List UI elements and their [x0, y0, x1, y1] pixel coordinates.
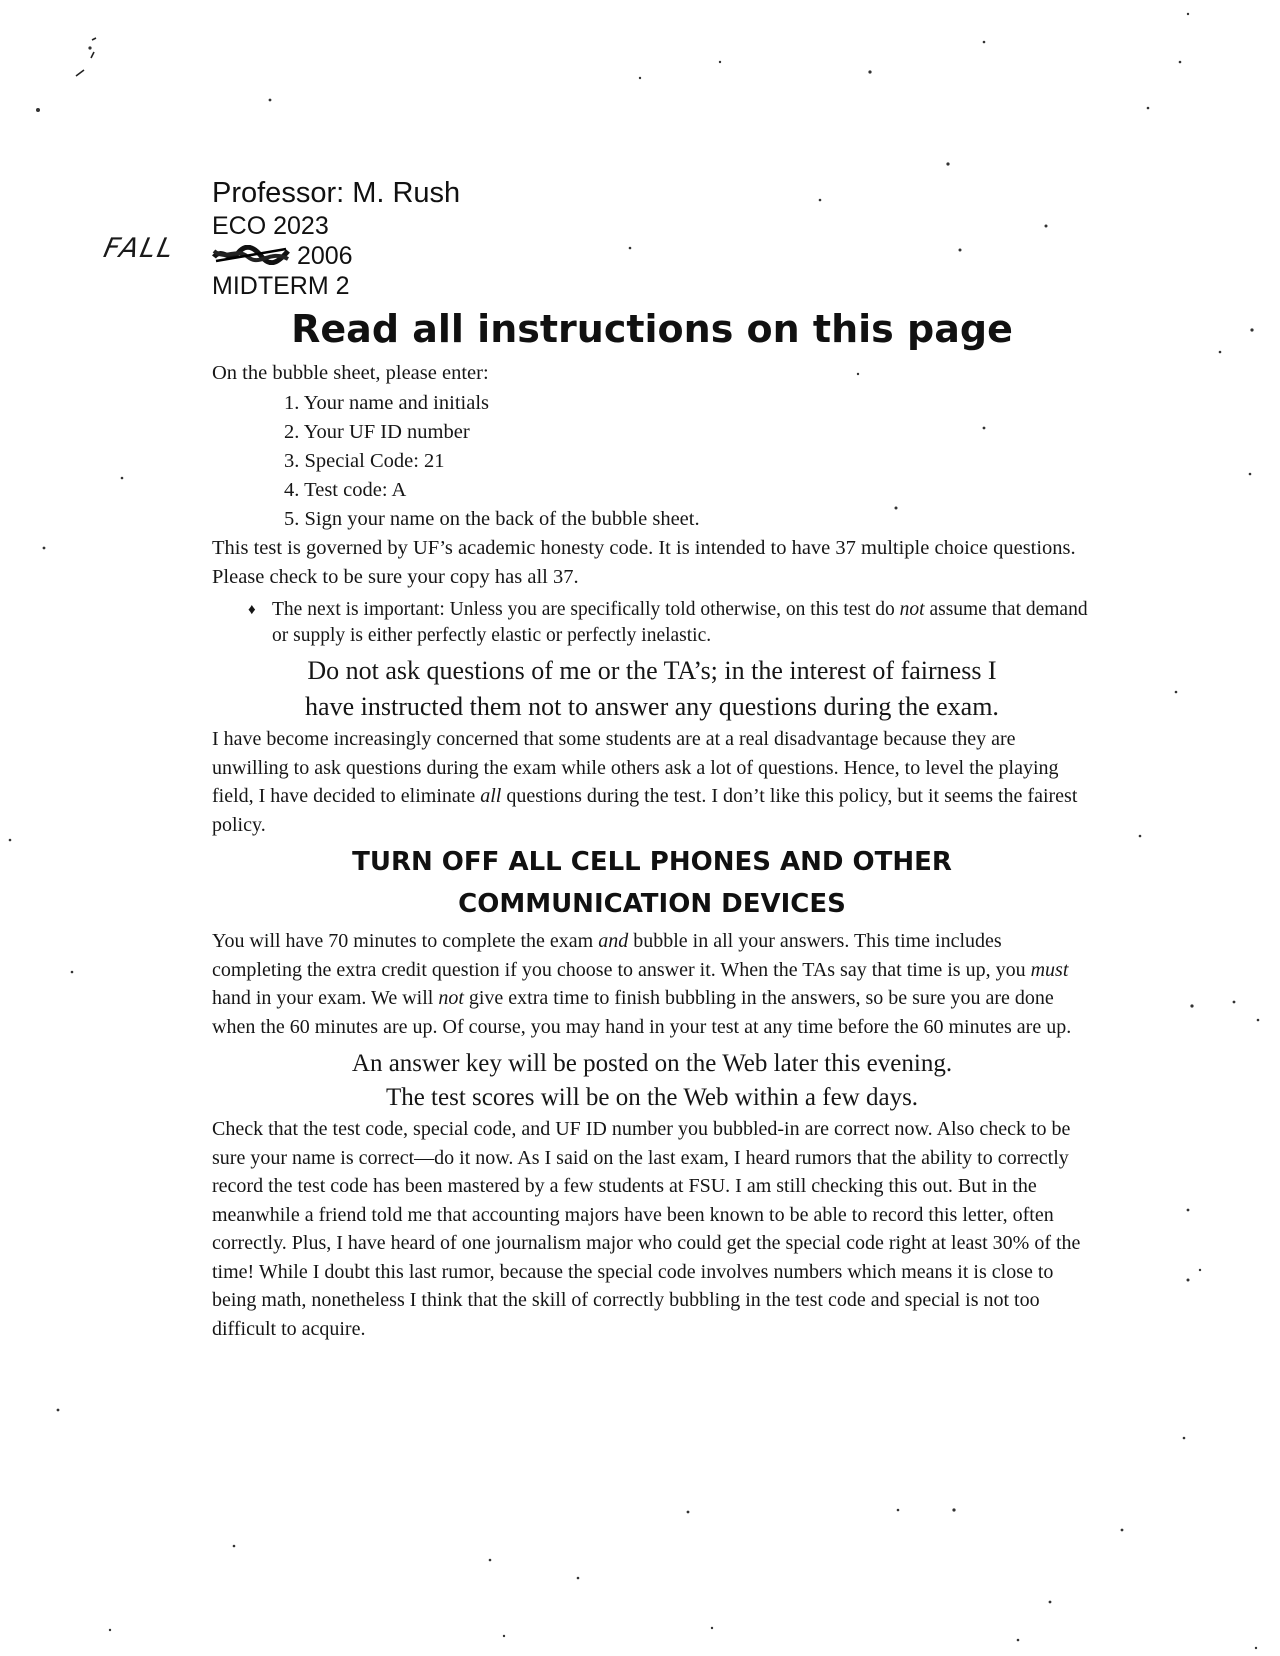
honesty-paragraph: This test is governed by UF’s academic honesty code. It is intended to have 37 multiple choice questions. Please check to be sure your copy has all 37. — [212, 537, 1076, 588]
list-item: 2. Your UF ID number — [284, 421, 470, 444]
term-line — [100, 232, 1092, 271]
exam-header — [100, 176, 1092, 301]
list-item: 3. Special Code: 21 — [284, 450, 445, 473]
policy-paragraph: I have become increasingly concerned that some students are at a real disadvantage because they are unwilling to ask questions during the exam while others ask a lot of questions. Hence, to level the playing field, I have decided to eliminate all questions during the test. I don’t like this policy, but it seems the fairest policy. — [212, 728, 1078, 836]
page-title: Read all instructions on this page — [291, 306, 1013, 351]
emphasis: all — [480, 785, 502, 808]
answer-key-line: An answer key will be posted on the Web later this evening. — [351, 1050, 953, 1078]
emphasis: must — [1030, 958, 1069, 981]
professor-line: Professor: M. Rush — [212, 177, 461, 209]
bubble-sheet-intro: On the bubble sheet, please enter: — [212, 361, 489, 384]
important-note — [212, 597, 1092, 649]
list-item: 1. Your name and initials — [284, 392, 489, 415]
list-item: 5. Sign your name on the back of the bubble sheet. — [284, 508, 700, 531]
handwritten-term-note: FALL — [100, 232, 178, 264]
course-code: ECO 2023 — [212, 211, 329, 240]
final-check-paragraph: Check that the test code, special code, and UF ID number you bubbled-in are correct now. Also check to be sure your name is correct—do it now. As I said on the last exam, I heard rumors that the ability to correctly record the test code has been mastered by a few students at FSU. I am still checking this out. But in the meanwhile a friend told me that accounting majors have been known to be able to record this letter, often correctly. Plus, I have heard of one journalism major who could get the special code right at least 30% of the time! While I doubt this last rumor, because the special code involves numbers which means it is close to being math, nonetheless I think that the skill of correctly bubbling in the test code and special is not too difficult to acquire. — [212, 1118, 1081, 1340]
exam-cover-page — [100, 176, 1092, 1343]
cell-phones-warning-line-2: COMMUNICATION DEVICES — [458, 889, 846, 920]
diamond-bullet-icon: ♦ — [248, 602, 256, 619]
no-questions-line-1: Do not ask questions of me or the TA’s; in the interest of fairness I — [307, 656, 997, 686]
emphasis: and — [598, 930, 629, 953]
test-scores-line: The test scores will be on the Web within a few days. — [385, 1084, 919, 1112]
bubble-sheet-steps — [212, 389, 1092, 534]
important-note-text: The next is important: Unless you are specifically told otherwise, on this test do not assume that demand or supply is either perfectly elastic or perfectly inelastic. — [272, 599, 1088, 647]
emphasis: not — [899, 599, 925, 621]
time-limit-paragraph: You will have 70 minutes to complete the exam and bubble in all your answers. This time includes completing the extra credit question if you choose to answer it. When the TAs say that time is up, you must hand in your exam. We will not give extra time to finish bubbling in the answers, so be sure you are done when the 60 minutes are up. Of course, you may hand in your test at any time before the 60 minutes are up. — [212, 930, 1072, 1038]
cell-phones-warning-line-1: TURN OFF ALL CELL PHONES AND OTHER — [352, 847, 952, 878]
emphasis: not — [438, 987, 464, 1010]
exam-year: 2006 — [296, 241, 353, 270]
exam-name: MIDTERM 2 — [212, 271, 350, 300]
list-item: 4. Test code: A — [284, 479, 407, 502]
crossed-out-term-scribble — [212, 245, 290, 265]
no-questions-line-2: have instructed them not to answer any questions during the exam. — [305, 692, 999, 722]
